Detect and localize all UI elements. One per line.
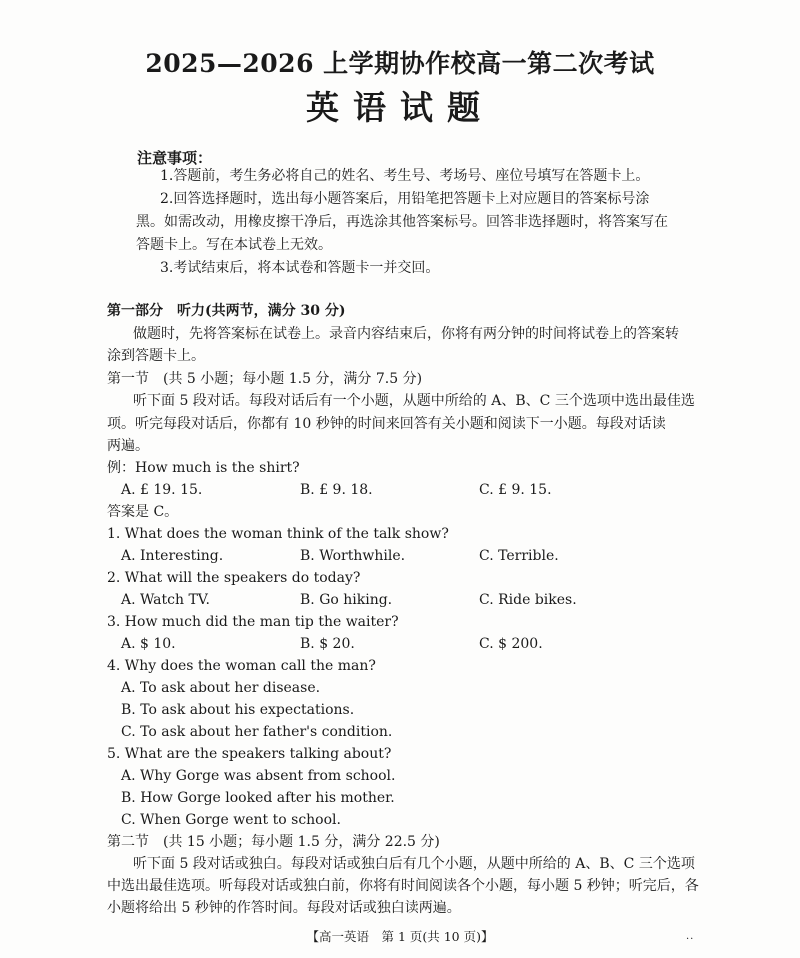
example-answer: 答案是 C。 <box>107 504 179 520</box>
subject-title: 英语试题 <box>306 88 494 127</box>
section1-instruction-line: 两遍。 <box>107 438 149 454</box>
part1-heading: 第一部分 听力(共两节，满分 30 分) <box>107 303 346 319</box>
notes-line: 1.答题前，考生务必将自己的姓名、考生号、考场号、座位号填写在答题卡上。 <box>160 168 650 184</box>
section2-instruction-line: 中选出最佳选项。听每段对话或独白前，你将有时间阅读各个小题，每小题 5 秒钟；听完后，各 <box>107 878 699 894</box>
question: 3. How much did the man tip the waiter? <box>107 614 399 630</box>
notes-line: 答题卡上。写在本试卷上无效。 <box>136 237 332 253</box>
example-option: B. £ 9. 18. <box>300 482 373 498</box>
question: 4. Why does the woman call the man? <box>107 658 376 674</box>
notes-line: 黑。如需改动，用橡皮擦干净后，再选涂其他答案标号。回答非选择题时，将答案写在 <box>136 214 668 230</box>
option: A. To ask about her disease. <box>121 680 321 696</box>
example-option: A. £ 19. 15. <box>121 482 203 498</box>
section2-heading: 第二节 (共 15 小题；每小题 1.5 分，满分 22.5 分) <box>107 834 440 850</box>
section1-heading: 第一节 (共 5 小题；每小题 1.5 分，满分 7.5 分) <box>107 371 423 387</box>
footer-mark: .. <box>686 931 695 942</box>
option: A. Why Gorge was absent from school. <box>121 768 396 784</box>
option: C. $ 200. <box>479 636 543 652</box>
option: A. Watch TV. <box>121 592 210 608</box>
example-question: 例：How much is the shirt? <box>107 460 300 476</box>
part1-intro-line: 涂到答题卡上。 <box>107 348 205 364</box>
option: A. Interesting. <box>121 548 224 564</box>
question: 5. What are the speakers talking about? <box>107 746 392 762</box>
notes-heading: 注意事项： <box>137 149 213 167</box>
question: 1. What does the woman think of the talk show? <box>107 526 449 542</box>
section1-instruction-line: 听下面 5 段对话。每段对话后有一个小题，从题中所给的 A、B、C 三个选项中选出最佳选 <box>133 393 695 409</box>
notes-line: 2.回答选择题时，选出每小题答案后，用铅笔把答题卡上对应题目的答案标号涂 <box>160 191 650 207</box>
option: C. Ride bikes. <box>479 592 577 608</box>
option: B. Go hiking. <box>300 592 393 608</box>
option: B. $ 20. <box>300 636 355 652</box>
option: C. When Gorge went to school. <box>121 812 341 828</box>
question: 2. What will the speakers do today? <box>107 570 361 586</box>
option: B. Worthwhile. <box>300 548 406 564</box>
option: B. How Gorge looked after his mother. <box>121 790 395 806</box>
exam-title: 2025—2026 上学期协作校高一第二次考试 <box>145 49 655 78</box>
part1-intro-line: 做题时，先将答案标在试卷上。录音内容结束后，你将有两分钟的时间将试卷上的答案转 <box>133 326 679 342</box>
page-footer: 【高一英语 第 1 页(共 10 页)】 <box>306 929 494 944</box>
section2-instruction-line: 听下面 5 段对话或独白。每段对话或独白后有几个小题，从题中所给的 A、B、C 三个选项 <box>133 856 695 872</box>
option: C. To ask about her father's condition. <box>121 724 393 740</box>
section2-instruction-line: 小题将给出 5 秒钟的作答时间。每段对话或独白读两遍。 <box>107 900 461 916</box>
option: C. Terrible. <box>479 548 559 564</box>
option: A. $ 10. <box>121 636 176 652</box>
option: B. To ask about his expectations. <box>121 702 355 718</box>
notes-line: 3.考试结束后，将本试卷和答题卡一并交回。 <box>160 260 440 276</box>
section1-instruction-line: 项。听完每段对话后，你都有 10 秒钟的时间来回答有关小题和阅读下一小题。每段对话读 <box>107 416 666 432</box>
example-option: C. £ 9. 15. <box>479 482 552 498</box>
